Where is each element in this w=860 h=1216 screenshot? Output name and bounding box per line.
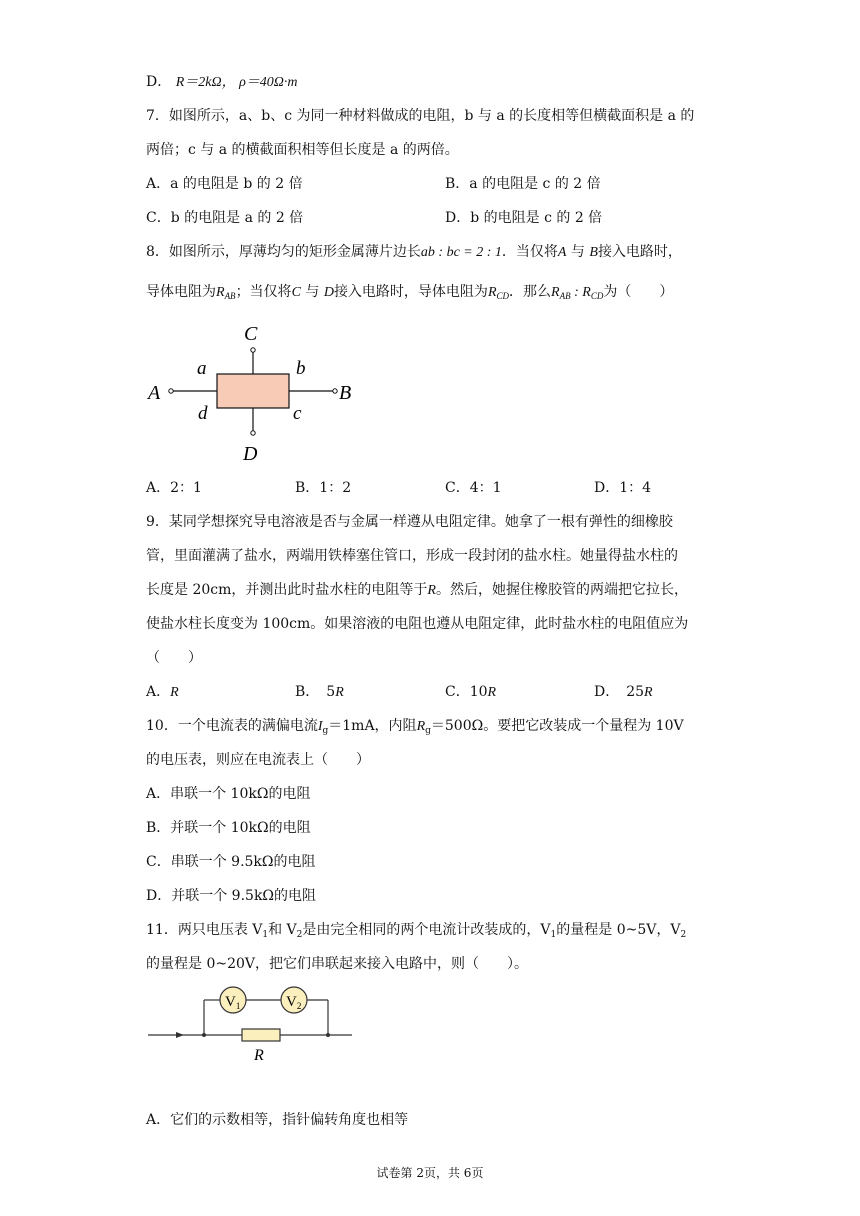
q8-figure — [140, 318, 370, 468]
q11-node-right — [326, 1033, 330, 1037]
q8-terminal-b — [333, 389, 337, 393]
q11-line1-c: 是由完全相同的两个电流计改装成的，V — [302, 922, 551, 938]
q7-option-a: A．a 的电阻是 b 的 2 倍 — [146, 176, 303, 192]
q8-line1-pre: 8．如图所示，厚薄均匀的矩形金属薄片边长 — [146, 244, 421, 260]
q10-line1 — [146, 716, 684, 741]
q8-line1 — [146, 242, 682, 263]
q7-line2: 两倍；c 与 a 的横截面积相等但长度是 a 的两倍。 — [146, 142, 459, 158]
q10-r: R — [416, 719, 426, 734]
q9-option-b — [295, 682, 344, 703]
q8-r2: R — [487, 285, 497, 300]
q8-and: 与 — [570, 244, 585, 260]
q9-option-d-val: R — [644, 685, 653, 700]
q8-b: B — [589, 245, 598, 260]
q8-label-b: B — [339, 382, 352, 404]
q9-line3 — [146, 580, 688, 601]
q6-option-d-text: R＝2kΩ， ρ＝40Ω·m — [175, 75, 298, 90]
q8-line2-e: 为（ ） — [603, 284, 674, 300]
q8-r: R — [216, 285, 225, 300]
q8-label-b-corner: b — [296, 358, 306, 379]
q9-option-c — [445, 682, 496, 703]
q8-label-a-corner: a — [197, 358, 207, 379]
q8-and2: 与 — [305, 284, 320, 300]
q11-node-left — [202, 1033, 206, 1037]
q7-option-b: B．a 的电阻是 c 的 2 倍 — [445, 176, 601, 192]
q11-line1 — [146, 920, 686, 945]
q10-line1-post: ＝500Ω。要把它改装成一个量程为 10V — [430, 718, 684, 734]
q11-resistor — [242, 1029, 280, 1041]
q9-option-b-label: B． 5 — [295, 684, 336, 700]
q9-option-a-label: A． — [146, 684, 171, 700]
q11-v2-letter: V — [286, 994, 297, 1010]
q9-line2: 管，里面灌满了盐水，两端用铁棒塞住管口，形成一段封闭的盐水柱。她量得盐水柱的 — [146, 548, 678, 564]
q8-line2-c: 接入电路时，导体电阻为 — [333, 284, 488, 300]
q11-option-a: A．它们的示数相等，指针偏转角度也相等 — [146, 1112, 409, 1128]
q8-c: C — [291, 285, 301, 300]
q10-i: I — [317, 719, 323, 734]
q10-g-sub: g — [322, 726, 329, 736]
q9-line4: 使盐水柱长度变为 100cm。如果溶液的电阻也遵从电阻定律，此时盐水柱的电阻值应为 — [146, 616, 689, 632]
q9-r: R — [427, 583, 436, 598]
q10-line2: 的电压表，则应在电流表上（ ） — [146, 752, 370, 768]
q9-option-c-val: R — [487, 685, 497, 700]
q9-option-d — [594, 682, 653, 703]
q6-option-d-label: D． — [146, 74, 172, 90]
q11-sub4: 2 — [680, 930, 687, 940]
q10-option-d: D．并联一个 9.5kΩ的电阻 — [146, 888, 317, 904]
q8-label-c: C — [244, 323, 258, 345]
q8-ratio: ab : bc = 2 : 1 — [420, 245, 502, 260]
q11-line1-b: 和 V — [268, 922, 297, 938]
q8-terminal-a — [169, 389, 173, 393]
q8-line2-a: 导体电阻为 — [146, 284, 216, 300]
q8-d: D — [323, 285, 334, 300]
q8-option-b: B．1：2 — [295, 480, 352, 496]
q11-line2: 的量程是 0~20V，把它们串联起来接入电路中，则（ ）。 — [146, 956, 529, 972]
q9-option-a-val: R — [170, 685, 179, 700]
q8-label-d: D — [243, 443, 258, 465]
q8-colon: : — [570, 285, 583, 300]
q9-option-c-label: C．10 — [445, 684, 488, 700]
q8-a: A — [557, 245, 567, 260]
q8-ab-sub2: AB — [559, 291, 571, 301]
q8-metal-sheet — [217, 374, 289, 408]
q11-circuit-figure — [146, 980, 366, 1068]
q8-cd-sub: CD — [496, 291, 510, 301]
q10-g-sub2: g — [425, 726, 431, 736]
q8-label-d-corner: d — [198, 403, 208, 424]
q11-current-arrow — [176, 1032, 184, 1038]
q8-line2-d: ．那么 — [509, 284, 552, 300]
q11-v1-letter: V — [225, 994, 236, 1010]
q11-line1-d: 的量程是 0~5V，V — [556, 922, 681, 938]
q10-option-c: C．串联一个 9.5kΩ的电阻 — [146, 854, 316, 870]
q11-v2-sub: 2 — [296, 1001, 302, 1011]
q11-resistor-label: R — [254, 1047, 264, 1064]
q8-option-c: C．4：1 — [445, 480, 502, 496]
q8-terminal-c — [251, 348, 255, 352]
q9-line3-pre: 长度是 20cm，并测出此时盐水柱的电阻等于 — [146, 582, 428, 598]
q7-option-c: C．b 的电阻是 a 的 2 倍 — [146, 210, 304, 226]
q7-option-d: D．b 的电阻是 c 的 2 倍 — [445, 210, 603, 226]
q11-v1-sub: 1 — [235, 1001, 241, 1011]
q9-option-b-val: R — [335, 685, 344, 700]
q11-sub2: 2 — [296, 930, 303, 940]
q10-option-b: B．并联一个 10kΩ的电阻 — [146, 820, 311, 836]
q8-r4: R — [582, 285, 591, 300]
q9-line3-post: 。然后，她握住橡胶管的两端把它拉长， — [435, 582, 688, 598]
q11-sub1: 1 — [262, 930, 269, 940]
q8-ab-sub: AB — [224, 291, 236, 301]
q11-line1-a: 11．两只电压表 V — [146, 922, 263, 938]
q8-line1-post: 接入电路时， — [597, 244, 682, 260]
q7-line1: 7．如图所示，a、b、c 为同一种材料做成的电阻，b 与 a 的长度相等但横截面积是 a 的 — [146, 108, 695, 124]
q8-terminal-d — [251, 431, 255, 435]
q9-line1: 9．某同学想探究导电溶液是否与金属一样遵从电阻定律。她拿了一根有弹性的细橡胶 — [146, 514, 673, 530]
q11-sub3: 1 — [550, 930, 557, 940]
q8-label-c-corner: c — [293, 403, 302, 424]
q8-line1-mid: ．当仅将 — [501, 244, 558, 260]
q6-option-d — [146, 72, 298, 93]
q8-line2-b: ；当仅将 — [235, 284, 292, 300]
q10-option-a: A．串联一个 10kΩ的电阻 — [146, 786, 311, 802]
q8-option-d: D．1：4 — [594, 480, 652, 496]
q9-option-a — [146, 682, 179, 703]
q8-line2 — [146, 282, 673, 306]
q10-line1-mid: ＝1mA，内阻 — [328, 718, 417, 734]
q8-label-a: A — [148, 382, 161, 404]
q9-line5: （ ） — [146, 650, 202, 666]
q8-cd-sub2: CD — [590, 291, 604, 301]
q9-option-d-label: D． 25 — [594, 684, 645, 700]
q8-option-a: A．2：1 — [146, 480, 202, 496]
page-footer: 试卷第 2页，共 6页 — [376, 1166, 484, 1180]
q8-r3: R — [551, 285, 560, 300]
q10-line1-pre: 10．一个电流表的满偏电流 — [146, 718, 318, 734]
